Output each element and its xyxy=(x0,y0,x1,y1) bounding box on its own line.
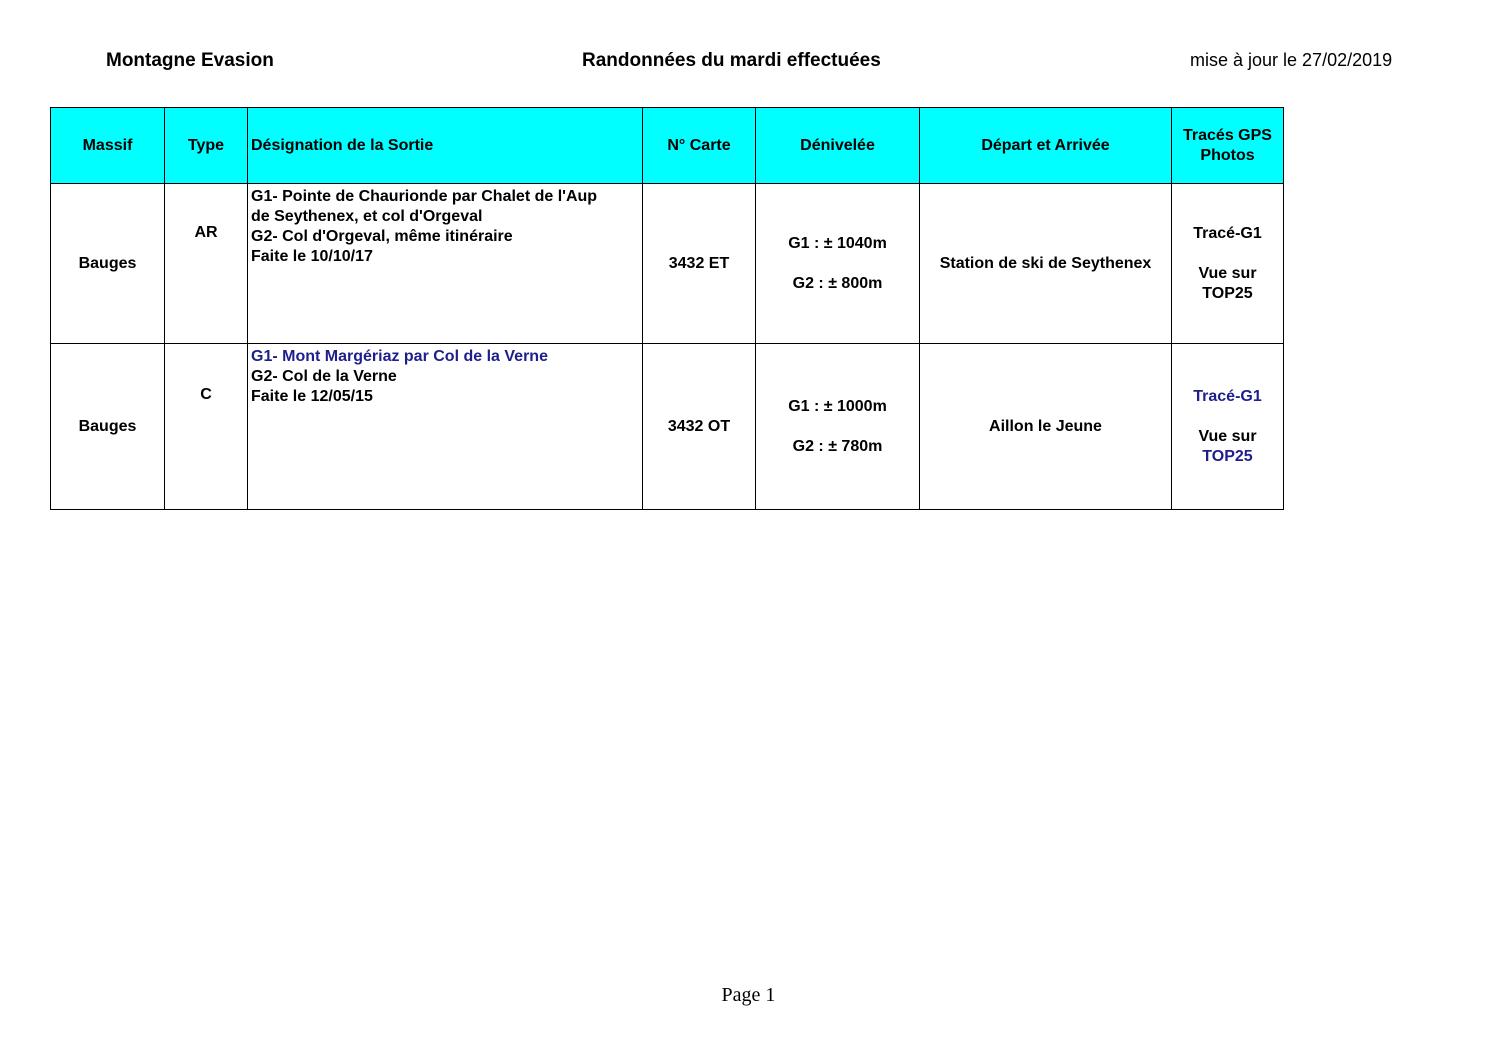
cell-carte: 3432 ET xyxy=(643,184,756,344)
denivelee-g2: G2 : ± 780m xyxy=(792,437,883,455)
designation-line: Faite le 10/10/17 xyxy=(251,248,373,265)
col-header-designation: Désignation de la Sortie xyxy=(248,108,643,184)
cell-massif: Bauges xyxy=(51,184,165,344)
designation-line: de Seythenex, et col d'Orgeval xyxy=(251,208,483,225)
organization-name: Montagne Evasion xyxy=(106,50,274,71)
denivelee-g1: G1 : ± 1040m xyxy=(788,234,887,252)
page-number: Page 1 xyxy=(721,984,776,1006)
cell-gps xyxy=(1172,344,1284,510)
top25-link[interactable]: TOP25 xyxy=(1202,447,1253,465)
trace-link[interactable]: Tracé-G1 xyxy=(1193,224,1262,242)
col-header-massif: Massif xyxy=(51,108,165,184)
view-on-label: Vue sur xyxy=(1198,264,1257,282)
designation-line: Faite le 12/05/15 xyxy=(251,388,373,405)
update-date: mise à jour le 27/02/2019 xyxy=(1190,50,1393,70)
denivelee-g1: G1 : ± 1000m xyxy=(788,397,887,415)
col-header-gps xyxy=(1172,108,1284,184)
col-header-depart: Départ et Arrivée xyxy=(920,108,1172,184)
col-header-gps-line2: Photos xyxy=(1200,146,1255,164)
cell-designation xyxy=(248,184,643,344)
trace-link[interactable]: Tracé-G1 xyxy=(1193,387,1262,405)
table-row xyxy=(51,344,1284,510)
view-on-label: Vue sur xyxy=(1198,427,1257,445)
col-header-gps-line1: Tracés GPS xyxy=(1183,126,1272,144)
designation-link[interactable]: G1- Mont Margériaz par Col de la Verne xyxy=(251,348,548,365)
cell-depart: Aillon le Jeune xyxy=(920,344,1172,510)
cell-carte: 3432 OT xyxy=(643,344,756,510)
cell-gps xyxy=(1172,184,1284,344)
cell-denivelee xyxy=(756,184,920,344)
col-header-type: Type xyxy=(165,108,248,184)
top25-link[interactable]: TOP25 xyxy=(1202,284,1253,302)
cell-depart: Station de ski de Seythenex xyxy=(920,184,1172,344)
designation-line: G2- Col d'Orgeval, même itinéraire xyxy=(251,228,513,245)
table-row xyxy=(51,184,1284,344)
designation-line: G2- Col de la Verne xyxy=(251,368,397,385)
cell-massif: Bauges xyxy=(51,344,165,510)
table-header-row xyxy=(51,108,1284,184)
page-title: Randonnées du mardi effectuées xyxy=(582,50,881,71)
cell-denivelee xyxy=(756,344,920,510)
denivelee-g2: G2 : ± 800m xyxy=(792,274,883,292)
col-header-denivelee: Dénivelée xyxy=(756,108,920,184)
cell-designation xyxy=(248,344,643,510)
cell-type: C xyxy=(165,344,248,510)
col-header-carte: N° Carte xyxy=(643,108,756,184)
cell-type: AR xyxy=(165,184,248,344)
walks-table xyxy=(50,107,1284,510)
designation-line: G1- Pointe de Chaurionde par Chalet de l'Aup xyxy=(251,188,598,205)
